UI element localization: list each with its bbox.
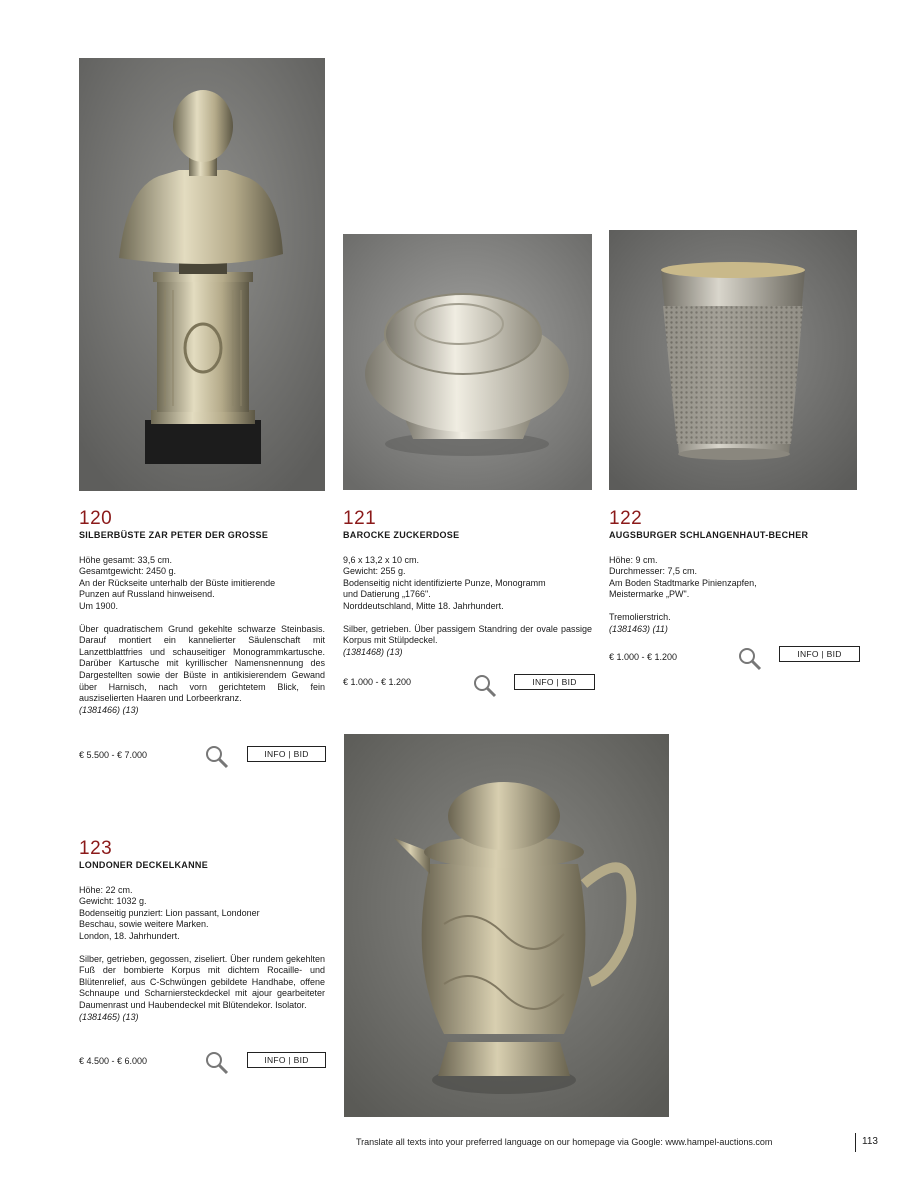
magnifier-icon[interactable] [205,1051,229,1075]
photo-lot-122-beaker[interactable] [609,230,857,490]
lot-122 [609,509,857,635]
page-number: 113 [862,1136,878,1147]
detail-line: und Datierung „1766". [343,589,431,600]
detail-line: Durchmesser: 7,5 cm. [609,566,698,577]
lot-122-info-bid-button[interactable]: INFO | BID [779,646,860,662]
lot-reference: (1381465) (13) [79,1011,139,1022]
detail-line: Bodenseitig punziert: Lion passant, Londoner [79,907,260,918]
lot-title: LONDONER DECKELKANNE [79,860,209,870]
lot-121 [343,509,592,658]
lot-122-price: € 1.000 - € 1.200 [609,652,678,662]
photo-lot-120-bust[interactable] [79,58,325,491]
lot-description: Silber, getrieben. Über passigem Standring der ovale passige Korpus mit Stülpdeckel. [343,623,592,646]
photo-lot-123-tankard[interactable] [344,734,669,1117]
magnifier-icon[interactable] [738,647,762,671]
detail-line: Norddeutschland, Mitte 18. Jahrhundert. [343,600,504,611]
lot-121-price: € 1.000 - € 1.200 [343,677,412,687]
lot-description: Über quadratischem Grund gekehlte schwarze Steinbasis. Darauf montiert ein kannelierter Säulenschaft mit Lanzettblattfries und schauseitiger Monogrammkartusche. Darüber Kartusche mit kyrillischer Namensnennung des Dargestellten sowie der Büste in antikisierendem Gewand über Harnisch, nach vorn gerichtetem Blick, fein ausziselierten Haaren und Lorbeerkranz. [79,623,325,704]
footer-translate-note: Translate all texts into your preferred language on our homepage via Google: www.hampel-auctions.com [356,1137,773,1147]
detail-line: Gewicht: 255 g. [343,566,406,577]
lot-description: Silber, getrieben, gegossen, ziseliert. Über rundem gekehlten Fuß der bombierte Korpus mit dichtem Rocaille- und Blütenrelief, aus C-Schwüngen gebildete Handhabe, offene Schnaupe und Scharniersteckdeckel mit ajour gearbeiteter Daumenrast und Haubendeckel mit Blütendekor. Isolator. [79,953,325,1010]
lot-description: Tremolierstrich. [609,611,671,622]
detail-line: An der Rückseite unterhalb der Büste imitierende [79,577,276,588]
lot-reference: (1381466) (13) [79,704,139,715]
magnifier-icon[interactable] [473,674,497,698]
lot-number: 120 [79,508,113,529]
lot-reference: (1381463) (11) [609,623,668,634]
lot-121-info-bid-button[interactable]: INFO | BID [514,674,595,690]
lot-details [79,885,325,1024]
detail-line: Punzen auf Russland hinweisend. [79,589,215,600]
detail-line: Um 1900. [79,600,119,611]
lot-120 [79,509,325,716]
lot-number: 123 [79,838,113,859]
lot-number: 121 [343,508,377,529]
lot-title: BAROCKE ZUCKERDOSE [343,530,460,540]
detail-line: Höhe: 22 cm. [79,884,133,895]
detail-line: Gesamtgewicht: 2450 g. [79,566,177,577]
detail-line: Gewicht: 1032 g. [79,896,147,907]
footer-divider [855,1133,856,1152]
lot-120-price: € 5.500 - € 7.000 [79,750,148,760]
lot-title: SILBERBÜSTE ZAR PETER DER GROSSE [79,530,269,540]
detail-line: 9,6 x 13,2 x 10 cm. [343,554,420,565]
magnifier-icon[interactable] [205,745,229,769]
lot-120-info-bid-button[interactable]: INFO | BID [247,746,326,762]
lot-details [343,555,592,659]
lot-123-info-bid-button[interactable]: INFO | BID [247,1052,326,1068]
lot-123 [79,839,325,1023]
lot-123-price: € 4.500 - € 6.000 [79,1056,148,1066]
detail-line: Am Boden Stadtmarke Pinienzapfen, [609,577,757,588]
photo-lot-121-sugar-box[interactable] [343,234,592,490]
detail-line: London, 18. Jahrhundert. [79,930,180,941]
detail-line: Bodenseitig nicht identifizierte Punze, Monogramm [343,577,546,588]
detail-line: Meistermarke „PW". [609,589,690,600]
lot-details [609,555,857,636]
lot-number: 122 [609,508,643,529]
detail-line: Beschau, sowie weitere Marken. [79,919,209,930]
lot-title: AUGSBURGER SCHLANGENHAUT-BECHER [609,530,809,540]
detail-line: Höhe: 9 cm. [609,554,658,565]
detail-line: Höhe gesamt: 33,5 cm. [79,554,173,565]
lot-details [79,555,325,717]
lot-reference: (1381468) (13) [343,646,403,657]
